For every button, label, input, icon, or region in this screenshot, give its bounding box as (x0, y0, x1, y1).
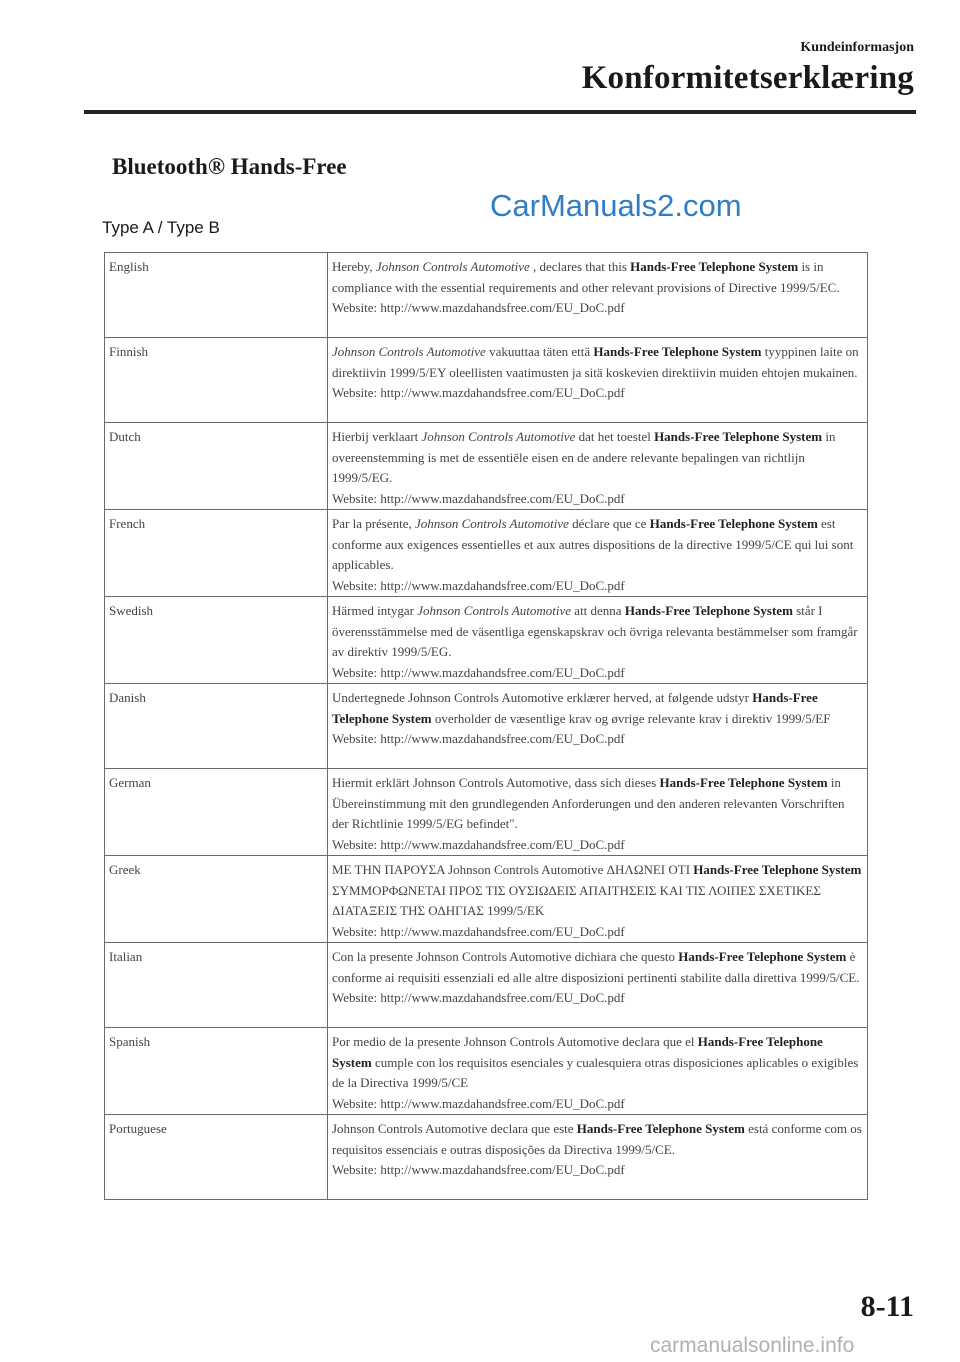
website-link[interactable]: Website: http://www.mazdahandsfree.com/EU_DoC.pdf (332, 923, 625, 939)
company-name: Johnson Controls Automotive (375, 259, 530, 274)
table-row (105, 856, 868, 943)
declaration-cell (328, 769, 868, 856)
company-name: Johnson Controls Automotive (332, 344, 486, 359)
declaration-cell (328, 597, 868, 684)
declaration-text: is in compliance with the essential requirements and other relevant provisions of Directive 1999/5/EC. (332, 259, 840, 295)
declaration-text: dat het toestel (575, 429, 655, 444)
website-link[interactable]: Website: http://www.mazdahandsfree.com/EU_DoC.pdf (332, 731, 625, 746)
declaration-text: está conforme com os requisitos essenciais e outras disposições da Directiva 1999/5/CE. (332, 1121, 862, 1157)
declaration-text: vakuuttaa täten että (485, 344, 594, 359)
declaration-text: in Übereinstimmung mit den grundlegenden Anforderungen und den anderen relevanten Vorschriften der Richtlinie 1999/5/EG befindet". (332, 775, 845, 831)
declaration-text: in overeenstemming is met de essentiële eisen en de andere relevante bepalingen van richtlijn 1999/5/EG. (332, 429, 836, 485)
website-link[interactable]: Website: http://www.mazdahandsfree.com/EU_DoC.pdf (332, 577, 625, 593)
table-row (105, 769, 868, 856)
declaration-text: déclare que ce (568, 516, 650, 531)
page-title: Konformitetserklæring (581, 60, 914, 96)
website-link[interactable]: Website: http://www.mazdahandsfree.com/EU_DoC.pdf (332, 990, 625, 1005)
declaration-text: ΣΥΜΜΟΡΦΩΝΕΤΑΙ ΠΡΟΣ ΤΙΣ ΟΥΣΙΩΔΕΙΣ ΑΠΑΙΤΗΣΕΙΣ ΚΑΙ ΤΙΣ ΛΟΙΠΕΣ ΣΧΕΤΙΚΕΣ ΔΙΑΤΑΞΕΙΣ ΤΗΣ ΟΔΗΓΙΑΣ 1999/5/ΕΚ (332, 882, 821, 918)
language-cell: German (105, 769, 328, 856)
declaration-text: Hereby, (332, 259, 376, 274)
declaration-text: tyyppinen laite on direktiivin 1999/5/EY oleellisten vaatimusten ja sitä koskevien direktiivin muiden ehtojen mukainen. (332, 344, 859, 380)
language-cell: Dutch (105, 423, 328, 510)
declaration-text: Johnson Controls Automotive declara que este (332, 1121, 577, 1136)
declaration-cell (328, 510, 868, 597)
product-name: Hands-Free Telephone System (624, 603, 793, 618)
declaration-text: att denna (571, 603, 625, 618)
language-cell: Spanish (105, 1028, 328, 1115)
website-link[interactable]: Website: http://www.mazdahandsfree.com/EU_DoC.pdf (332, 1095, 625, 1111)
product-name: Hands-Free Telephone System (678, 949, 847, 964)
website-link[interactable]: Website: http://www.mazdahandsfree.com/EU_DoC.pdf (332, 664, 625, 680)
language-cell: Finnish (105, 338, 328, 423)
watermark-top: CarManuals2.com (490, 188, 742, 223)
product-name: Hands-Free Telephone System (332, 690, 818, 726)
declaration-text: Härmed intygar (332, 603, 418, 618)
declaration-cell (328, 423, 868, 510)
page-number: 8-11 (860, 1290, 914, 1323)
product-name: Hands-Free Telephone System (576, 1121, 745, 1136)
product-name: Hands-Free Telephone System (593, 344, 762, 359)
declaration-text: Par la présente, (332, 516, 416, 531)
language-cell: Greek (105, 856, 328, 943)
table-row (105, 338, 868, 423)
declaration-table-body (105, 253, 868, 1200)
declaration-cell (328, 856, 868, 943)
table-row (105, 1028, 868, 1115)
website-link[interactable]: Website: http://www.mazdahandsfree.com/EU_DoC.pdf (332, 300, 625, 315)
declaration-table (104, 252, 868, 1200)
declaration-text: ΜΕ ΤΗΝ ΠΑΡΟΥΣΑ Johnson Controls Automotive ΔΗΛΩΝΕΙ ΟΤΙ (332, 862, 694, 877)
language-cell: Swedish (105, 597, 328, 684)
declaration-cell (328, 253, 868, 338)
declaration-cell (328, 1028, 868, 1115)
product-name: Hands-Free Telephone System (649, 516, 818, 531)
table-row (105, 1115, 868, 1200)
declaration-text: står I överensstämmelse med de väsentliga egenskapskrav och övriga relevanta bestämmelser som framgår av direktiv 1999/5/EG. (332, 603, 858, 659)
website-link[interactable]: Website: http://www.mazdahandsfree.com/EU_DoC.pdf (332, 1162, 625, 1177)
table-row (105, 943, 868, 1028)
product-name: Hands-Free Telephone System (693, 862, 862, 877)
declaration-text: cumple con los requisitos esenciales y cualesquiera otras disposiciones aplicables o exigibles de la Directiva 1999/5/CE (332, 1054, 859, 1090)
language-cell: French (105, 510, 328, 597)
declaration-cell (328, 1115, 868, 1200)
language-cell: English (105, 253, 328, 338)
language-cell: Italian (105, 943, 328, 1028)
declaration-text: Por medio de la presente Johnson Controls Automotive declara que el (332, 1034, 698, 1049)
product-name: Hands-Free Telephone System (654, 429, 823, 444)
website-link[interactable]: Website: http://www.mazdahandsfree.com/EU_DoC.pdf (332, 490, 625, 506)
declaration-cell (328, 338, 868, 423)
product-name: Hands-Free Telephone System (332, 1034, 823, 1070)
table-row (105, 684, 868, 769)
language-cell: Portuguese (105, 1115, 328, 1200)
table-row (105, 423, 868, 510)
declaration-text: è conforme ai requisiti essenziali ed alle altre disposizioni pertinenti stabilite dalla direttiva 1999/5/CE. (332, 949, 860, 985)
language-cell: Danish (105, 684, 328, 769)
declaration-text: Con la presente Johnson Controls Automotive dichiara che questo (332, 949, 679, 964)
header-section-label: Kundeinformasjon (800, 40, 914, 55)
company-name: Johnson Controls Automotive (415, 516, 569, 531)
website-link[interactable]: Website: http://www.mazdahandsfree.com/EU_DoC.pdf (332, 385, 625, 400)
company-name: Johnson Controls Automotive (421, 429, 576, 444)
watermark-bottom: carmanualsonline.info (650, 1334, 855, 1357)
header-divider (84, 110, 916, 114)
company-name: Johnson Controls Automotive (417, 603, 572, 618)
declaration-text: Undertegnede Johnson Controls Automotive erklærer herved, at følgende udstyr (332, 690, 753, 705)
declaration-text: , declares that this (529, 259, 631, 274)
type-subtitle: Type A / Type B (102, 218, 220, 237)
declaration-text: est conforme aux exigences essentielles et aux autres dispositions de la directive 1999/5/CE qui lui sont applicables. (332, 516, 854, 572)
website-link[interactable]: Website: http://www.mazdahandsfree.com/EU_DoC.pdf (332, 836, 625, 852)
declaration-cell (328, 684, 868, 769)
declaration-text: overholder de væsentlige krav og øvrige relevante krav i direktiv 1999/5/EF (431, 710, 831, 726)
table-row (105, 253, 868, 338)
product-name: Hands-Free Telephone System (630, 259, 799, 274)
product-name: Hands-Free Telephone System (659, 775, 828, 790)
declaration-text: Hierbij verklaart (332, 429, 422, 444)
declaration-text: Hiermit erklärt Johnson Controls Automotive, dass sich dieses (332, 775, 660, 790)
table-row (105, 510, 868, 597)
table-row (105, 597, 868, 684)
declaration-cell (328, 943, 868, 1028)
section-title: Bluetooth® Hands-Free (112, 154, 347, 179)
